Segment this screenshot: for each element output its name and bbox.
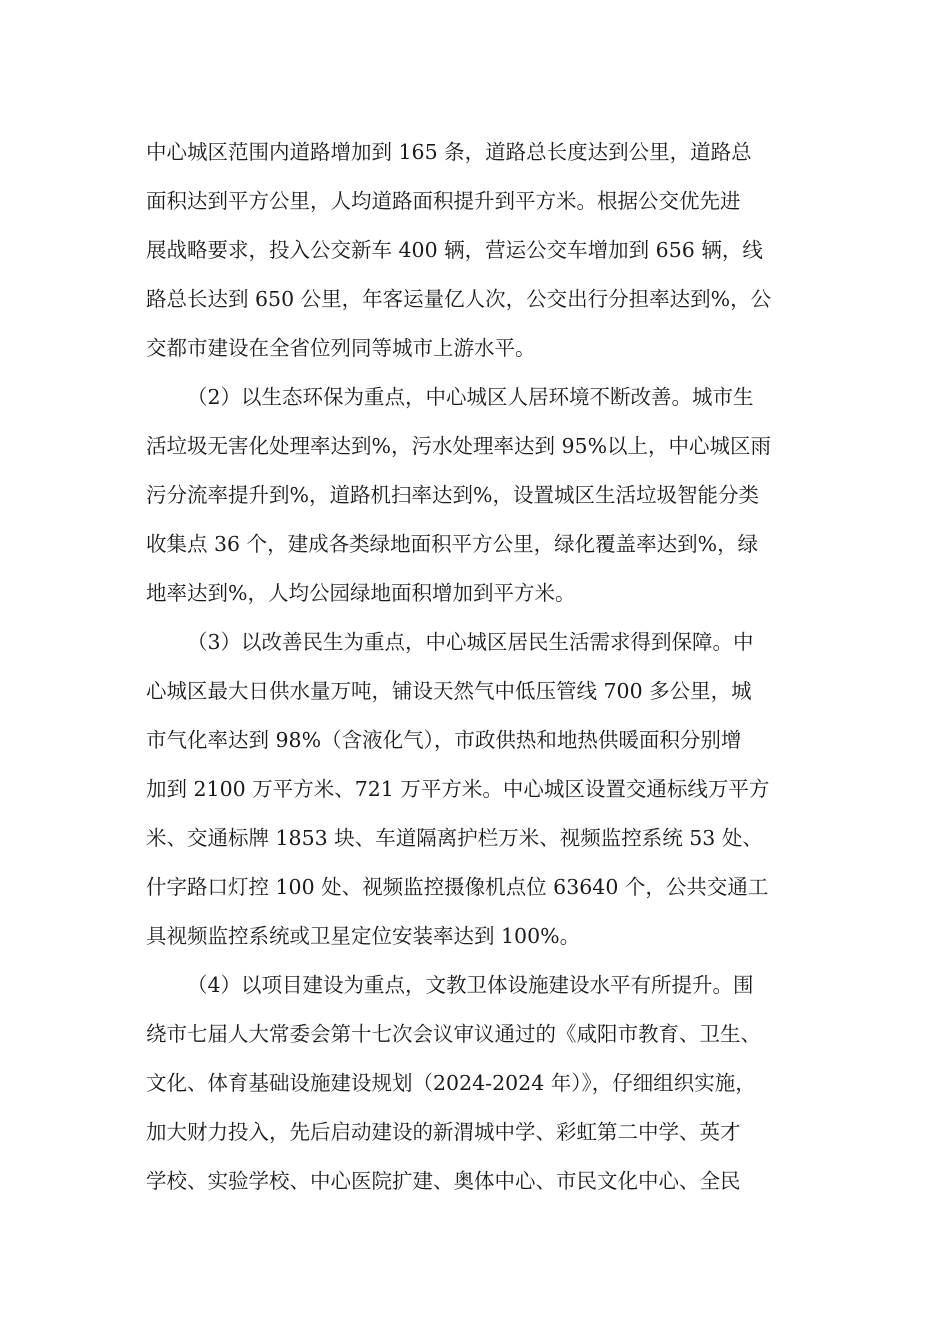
- text-line: 中心城区范围内道路增加到 165 条，道路总长度达到公里，道路总: [146, 140, 752, 164]
- text-line: 加大财力投入，先后启动建设的新渭城中学、彩虹第二中学、英才: [146, 1120, 741, 1144]
- text-line: 学校、实验学校、中心医院扩建、奥体中心、市民文化中心、全民: [146, 1169, 741, 1193]
- paragraph-4-first-line: （4）以项目建设为重点，文教卫体设施建设水平有所提升。围: [187, 973, 754, 997]
- paragraph-2-first-line: （2）以生态环保为重点，中心城区人居环境不断改善。城市生: [187, 385, 754, 409]
- document-body: [146, 128, 826, 1206]
- text-line: 米、交通标牌 1853 块、车道隔离护栏万米、视频监控系统 53 处、: [146, 826, 763, 850]
- text-line: 绕市七届人大常委会第十七次会议审议通过的《咸阳市教育、卫生、: [146, 1022, 761, 1046]
- text-line: 交都市建设在全省位列同等城市上游水平。: [146, 336, 536, 360]
- text-line: 面积达到平方公里，人均道路面积提升到平方米。根据公交优先进: [146, 189, 741, 213]
- text-line: 加到 2100 万平方米、721 万平方米。中心城区设置交通标线万平方: [146, 777, 770, 801]
- text-line: 路总长达到 650 公里，年客运量亿人次，公交出行分担率达到%，公: [146, 287, 772, 311]
- text-line: 收集点 36 个，建成各类绿地面积平方公里，绿化覆盖率达到%，绿: [146, 532, 759, 556]
- text-line: 活垃圾无害化处理率达到%，污水处理率达到 95%以上，中心城区雨: [146, 434, 772, 458]
- text-line: 文化、体育基础设施建设规划（2024-2024 年）》，仔细组织实施，: [146, 1071, 756, 1095]
- text-line: 展战略要求，投入公交新车 400 辆，营运公交车增加到 656 辆，线: [146, 238, 763, 262]
- text-line: 具视频监控系统或卫星定位安装率达到 100%。: [146, 924, 581, 948]
- text-line: 心城区最大日供水量万吨，铺设天然气中低压管线 700 多公里，城: [146, 679, 752, 703]
- text-line: 地率达到%，人均公园绿地面积增加到平方米。: [146, 581, 576, 605]
- paragraph-3-first-line: （3）以改善民生为重点，中心城区居民生活需求得到保障。中: [187, 630, 754, 654]
- text-line: 污分流率提升到%，道路机扫率达到%，设置城区生活垃圾智能分类: [146, 483, 759, 507]
- text-line: 市气化率达到 98%（含液化气），市政供热和地热供暖面积分别增: [146, 728, 742, 752]
- text-line: 什字路口灯控 100 处、视频监控摄像机点位 63640 个，公共交通工: [146, 875, 769, 899]
